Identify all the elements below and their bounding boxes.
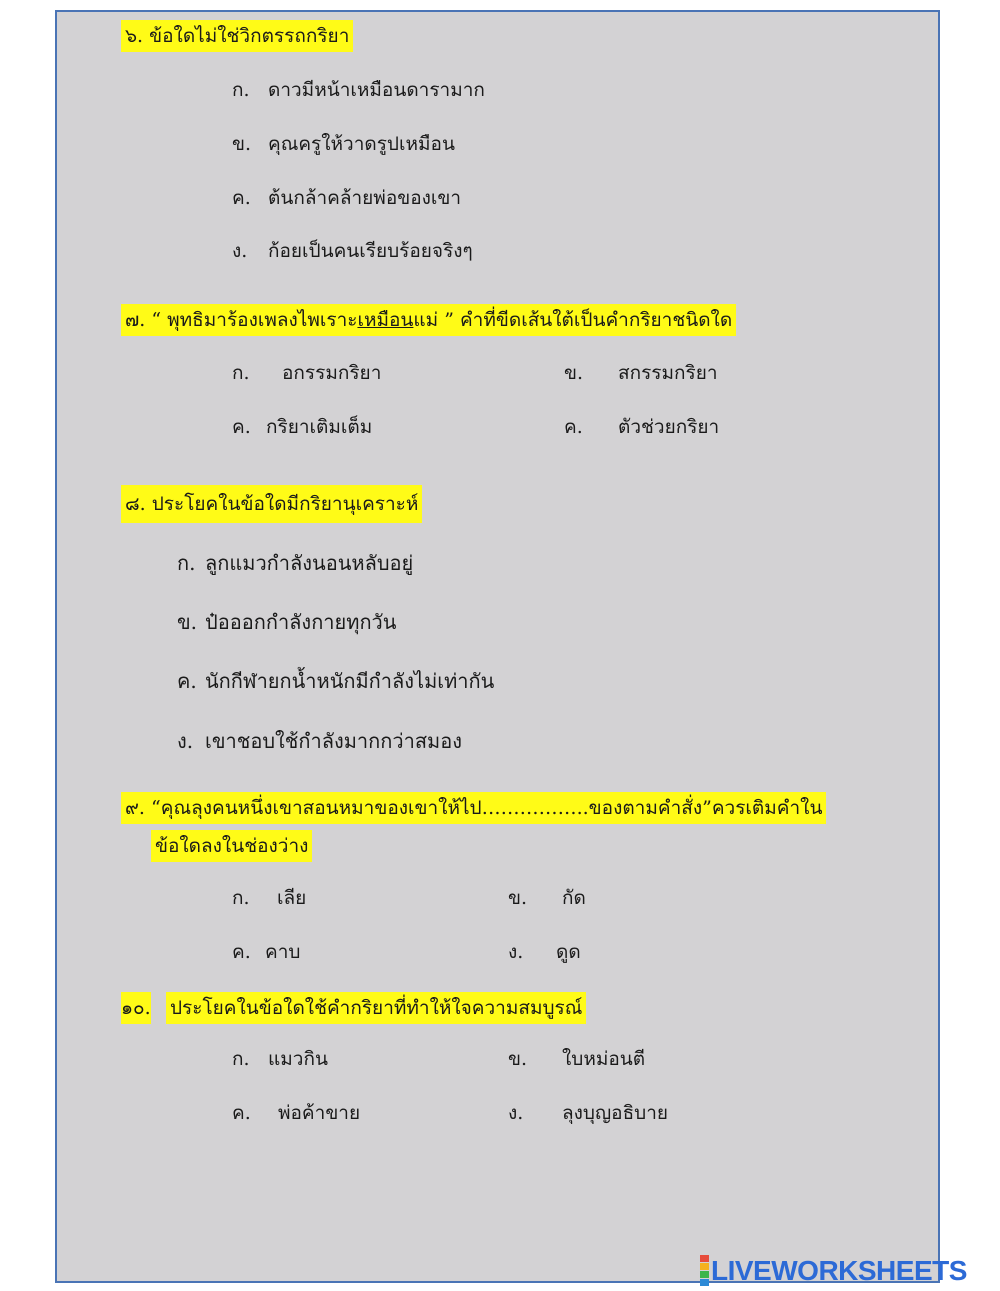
q7-option-d[interactable] [564, 415, 719, 439]
option-text: ก้อยเป็นคนเรียบร้อยจริงๆ [268, 240, 473, 262]
option-text: ลุงบุญอธิบาย [562, 1102, 669, 1124]
option-text: แมวกิน [268, 1048, 328, 1070]
question-text: ข้อใดไม่ใช่วิกตรรถกริยา [149, 25, 350, 47]
option-text: ใบหม่อนตี [562, 1048, 646, 1070]
question-10 [166, 992, 586, 1024]
question-number: ๙. [125, 797, 145, 819]
q6-option-c[interactable] [232, 186, 461, 210]
q9-option-d[interactable] [508, 940, 581, 964]
option-text: ตัวช่วยกริยา [618, 416, 720, 438]
option-label: ง. [177, 729, 194, 753]
option-label: ง. [508, 1102, 524, 1124]
option-text: เลีย [277, 887, 307, 909]
q7-option-b[interactable] [564, 361, 718, 385]
question-number: ๗. [125, 309, 146, 331]
question-text: ประโยคในข้อใดมีกริยานุเคราะห์ [151, 493, 419, 515]
q7-option-c[interactable] [232, 415, 372, 439]
q8-option-d[interactable] [177, 729, 462, 753]
question-6 [121, 20, 353, 52]
option-label: ข. [232, 133, 252, 155]
logo-text: LIVEWORKSHEETS [711, 1255, 967, 1286]
question-text-before: “ พุทธิมาร้องเพลงไพเราะ [151, 309, 358, 331]
q10-option-b[interactable] [508, 1047, 645, 1071]
option-label: ข. [508, 1048, 528, 1070]
option-text: กริยาเติมเต็ม [266, 416, 373, 438]
option-text: ดูด [556, 941, 581, 963]
question-9-line-2 [151, 830, 312, 862]
option-label: ค. [232, 187, 251, 209]
q6-option-a[interactable] [232, 78, 485, 102]
q9-option-c[interactable] [232, 940, 300, 964]
option-label: ข. [508, 887, 528, 909]
option-text: กัด [562, 887, 586, 909]
option-label: ค. [232, 941, 251, 963]
q6-option-d[interactable] [232, 239, 473, 263]
option-label: ก. [232, 79, 250, 101]
q10-option-c[interactable] [232, 1101, 360, 1125]
q6-option-b[interactable] [232, 132, 455, 156]
option-label: ค. [177, 669, 197, 693]
q7-option-a[interactable] [232, 361, 381, 385]
option-label: ก. [232, 887, 250, 909]
question-number: ๑๐. [121, 997, 151, 1019]
question-text-continued: ข้อใดลงในช่องว่าง [155, 835, 309, 857]
live-blocks-icon [700, 1255, 709, 1287]
worksheet-page [55, 10, 940, 1283]
question-7 [121, 304, 736, 336]
q8-option-c[interactable] [177, 669, 494, 693]
option-text: นักกีฬายกน้ำหนักมีกำลังไม่เท่ากัน [205, 669, 495, 693]
option-text: คาบ [265, 941, 301, 963]
question-8 [121, 485, 422, 523]
q8-option-a[interactable] [177, 551, 413, 575]
option-label: ข. [564, 362, 584, 384]
question-number: ๖. [125, 25, 144, 47]
option-label: ค. [232, 416, 251, 438]
question-text-after: แม่ ” คำที่ขีดเส้นใต้เป็นคำกริยาชนิดใด [413, 309, 733, 331]
option-text: อกรรมกริยา [282, 362, 382, 384]
option-text: ลูกแมวกำลังนอนหลับอยู่ [205, 551, 414, 575]
underlined-word: เหมือน [357, 309, 414, 331]
option-text: สกรรมกริยา [618, 362, 718, 384]
q9-option-a[interactable] [232, 886, 306, 910]
q10-option-d[interactable] [508, 1101, 668, 1125]
option-label: ง. [232, 240, 248, 262]
question-9-line-1 [121, 792, 826, 824]
option-label: ง. [508, 941, 524, 963]
question-text: ประโยคในข้อใดใช้คำกริยาที่ทำให้ใจความสมบูรณ์ [170, 997, 583, 1019]
option-label: ค. [564, 416, 583, 438]
option-label: ค. [232, 1102, 251, 1124]
option-text: พ่อค้าขาย [278, 1102, 361, 1124]
option-text: ดาวมีหน้าเหมือนดารามาก [268, 79, 485, 101]
option-label: ก. [232, 1048, 250, 1070]
question-10-number-box [121, 992, 151, 1024]
question-number: ๘. [125, 493, 146, 515]
q9-option-b[interactable] [508, 886, 586, 910]
question-text: “คุณลุงคนหนึ่งเขาสอนหมาของเขาให้ไป……………..ของตามคำสั่ง”ควรเติมคำใน [151, 797, 823, 819]
q8-option-b[interactable] [177, 610, 396, 634]
option-label: ข. [177, 610, 198, 634]
option-text: เขาชอบใช้กำลังมากกว่าสมอง [205, 729, 462, 753]
q10-option-a[interactable] [232, 1047, 328, 1071]
option-text: คุณครูให้วาดรูปเหมือน [268, 133, 455, 155]
option-label: ก. [232, 362, 250, 384]
option-text: ป๋อออกกำลังกายทุกวัน [205, 610, 397, 634]
option-label: ก. [177, 551, 196, 575]
liveworksheets-logo[interactable] [700, 1256, 967, 1286]
option-text: ต้นกล้าคล้ายพ่อของเขา [268, 187, 462, 209]
